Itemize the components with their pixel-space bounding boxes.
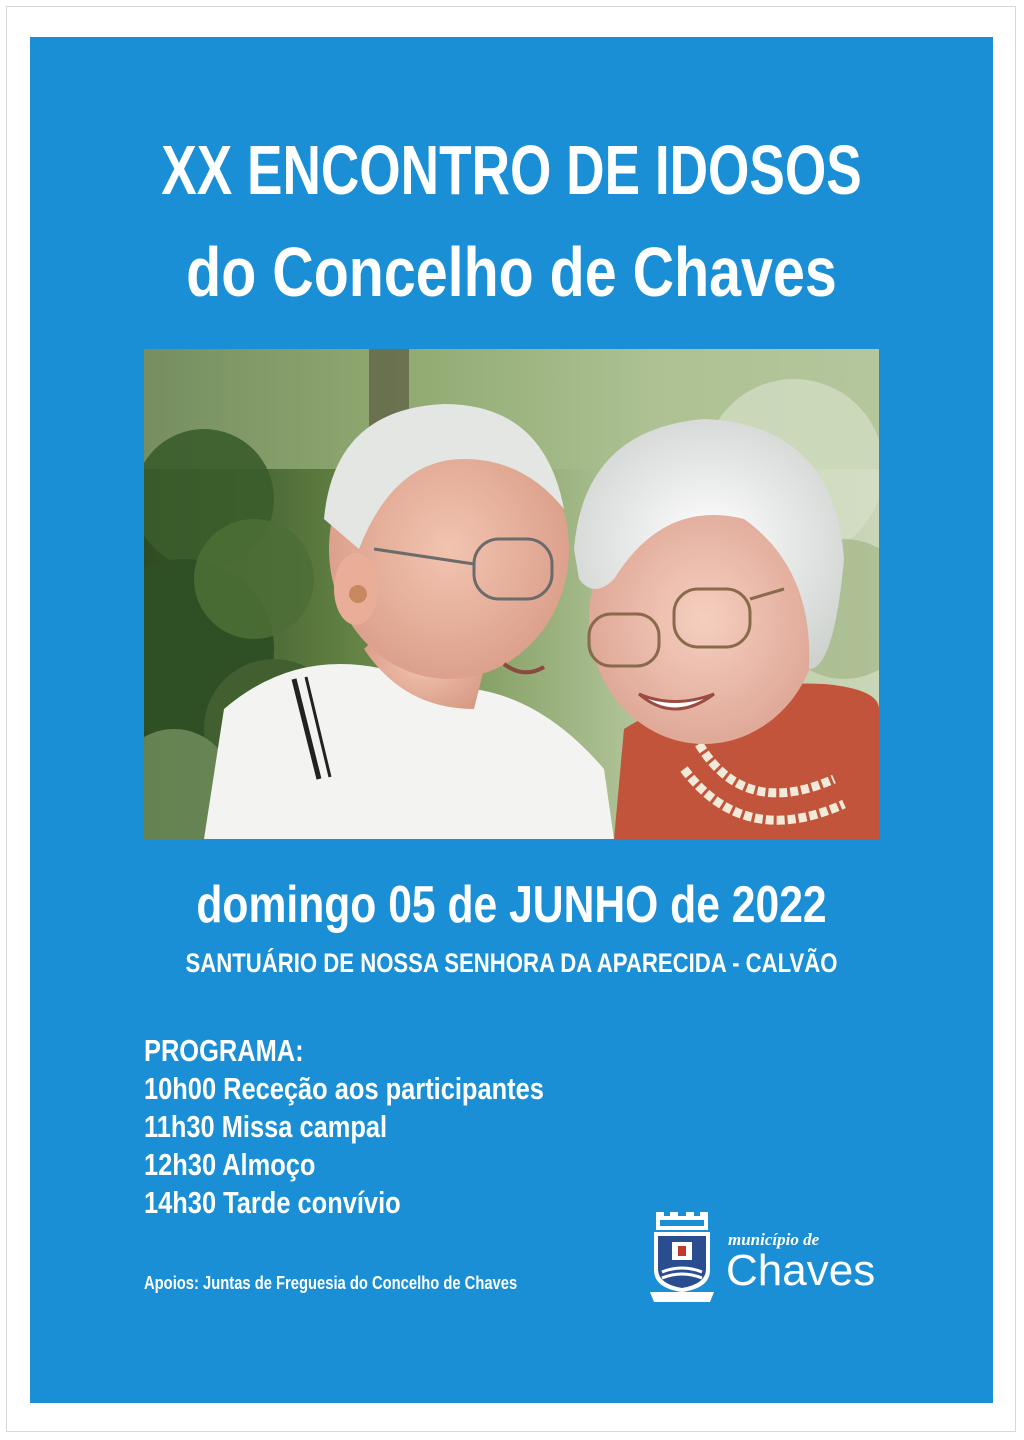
program-item: 11h30 Missa campal bbox=[144, 1109, 388, 1144]
municipal-crest-icon bbox=[648, 1212, 716, 1304]
program-item: 14h30 Tarde convívio bbox=[144, 1185, 401, 1220]
event-date: domingo 05 de JUNHO de 2022 bbox=[196, 876, 827, 934]
municipality-logo bbox=[648, 1212, 898, 1304]
event-venue: SANTUÁRIO DE NOSSA SENHORA DA APARECIDA - CALVÃO bbox=[185, 948, 838, 978]
poster bbox=[30, 37, 993, 1403]
program-heading: PROGRAMA: bbox=[144, 1033, 304, 1068]
logo-big-text: Chaves bbox=[726, 1246, 876, 1295]
logo-small-text: município de bbox=[728, 1230, 820, 1249]
title-line-2: do Concelho de Chaves bbox=[186, 233, 837, 311]
elderly-couple-photo bbox=[144, 349, 879, 839]
title-line-1: XX ENCONTRO DE IDOSOS bbox=[161, 131, 862, 209]
program-list bbox=[144, 1032, 544, 1222]
program-item: 12h30 Almoço bbox=[144, 1147, 316, 1182]
supporters-note: Apoios: Juntas de Freguesia do Concelho de Chaves bbox=[144, 1273, 518, 1293]
program-item: 10h00 Receção aos participantes bbox=[144, 1071, 544, 1106]
